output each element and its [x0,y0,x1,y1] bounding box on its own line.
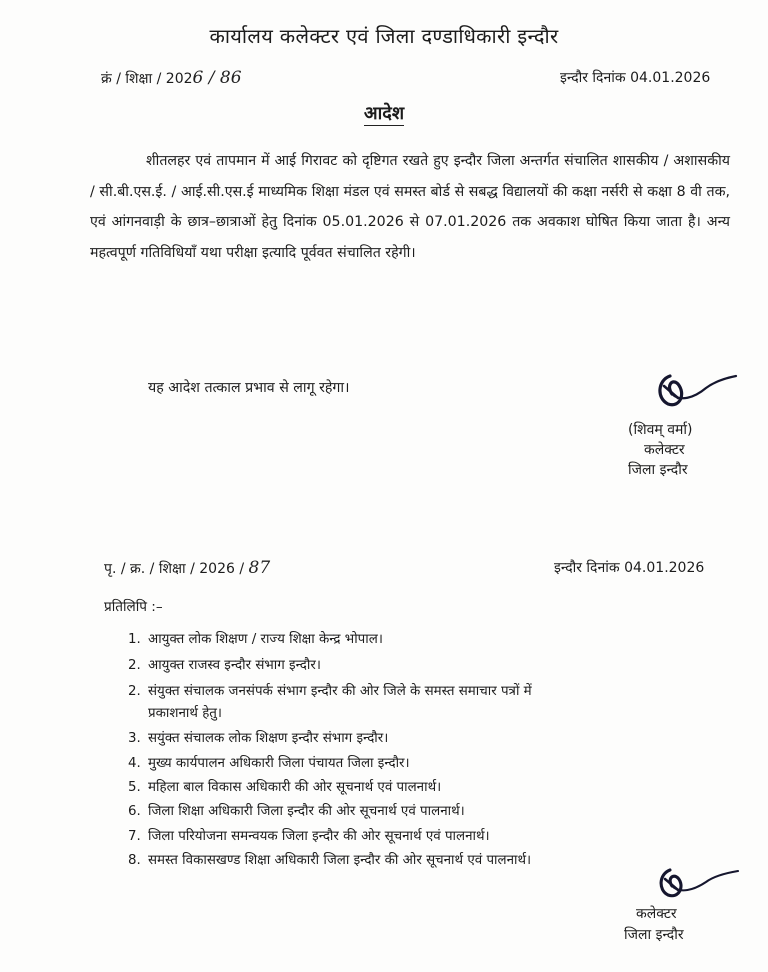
list-item: 1. आयुक्त लोक शिक्षण / राज्य शिक्षा केन्द्र भोपाल। [128,632,383,647]
endorsement-ref-prefix: पृ. / क्र. / शिक्षा / 2026 / [104,561,245,577]
endorsement-ref-number [104,558,270,578]
signatory-place: जिला इन्दौर [628,462,688,478]
order-body: शीतलहर एवं तापमान में आई गिरावट को दृष्टिगत रखते हुए इन्दौर जिला अन्तर्गत संचालित शासकीय / अशासकीय / सी.बी.एस.ई. / आई.सी.एस.ई माध्यमिक शिक्षा मंडल एवं समस्त बोर्ड से सबद्ध विद्यालयों की कक्षा नर्सरी से कक्षा 8 वी तक, एवं आंगनवाड़ी के छात्र–छात्राओं हेतु दिनांक 05.01.2026 से 07.01.2026 तक अवकाश घोषित किया जाता है। अन्य महत्वपूर्ण गतिविधियॉं यथा परीक्षा इत्यादि पूर्ववत संचालित रहेगी। [90,153,730,261]
list-item: 7. जिला परियोजना समन्वयक जिला इन्दौर की ओर सूचनार्थ एवं पालनार्थ। [128,829,490,844]
order-effect-line: यह आदेश तत्काल प्रभाव से लागू रहेगा। [148,380,350,396]
signature-mark [650,368,740,418]
signatory-name: (शिवम् वर्मा) [628,422,693,438]
office-title: कार्यालय कलेक्टर एवं जिला दण्डाधिकारी इन्दौर [209,24,559,48]
order-heading: आदेश [363,103,405,124]
order-date-label: इन्दौर दिनांक [560,70,626,86]
list-item-continuation: प्रकाशनार्थ हेतु। [148,706,223,721]
order-date-value: 04.01.2026 [630,70,711,86]
list-item: 4. मुख्य कार्यपालन अधिकारी जिला पंचायत जिला इन्दौर। [128,756,410,771]
endorsement-date [554,558,704,577]
order-date [560,68,710,87]
endorsement-signatory-place: जिला इन्दौर [624,927,684,943]
signature-mark [652,864,742,906]
copy-label: प्रतिलिपि :– [104,599,163,615]
list-item: 8. समस्त विकासखण्ड शिक्षा अधिकारी जिला इन्दौर की ओर सूचनार्थ एवं पालनार्थ। [128,853,532,868]
endorsement-date-label: इन्दौर दिनांक [554,560,620,576]
list-item: 2. संयुक्त संचालक जनसंपर्क संभाग इन्दौर की ओर जिले के समस्त समाचार पत्रों में [128,684,532,699]
endorsement-signatory-title: कलेक्टर [636,906,677,922]
order-ref-handwritten: 6 / 86 [192,68,242,88]
list-item: 5. महिला बाल विकास अधिकारी की ओर सूचनार्थ एवं पालनार्थ। [128,780,442,795]
endorsement-date-value: 04.01.2026 [624,560,705,576]
signatory-title: कलेक्टर [644,442,685,458]
order-ref-prefix: क्रं / शिक्षा / 202 [101,71,193,87]
endorsement-ref-handwritten: 87 [248,558,271,578]
list-item: 2. आयुक्त राजस्व इन्दौर संभाग इन्दौर। [128,658,321,673]
list-item: 6. जिला शिक्षा अधिकारी जिला इन्दौर की ओर सूचनार्थ एवं पालनार्थ। [128,804,465,819]
order-ref-number [101,68,242,88]
list-item: 3. सयुंक्त संचालक लोक शिक्षण इन्दौर संभाग इन्दौर। [128,731,389,746]
